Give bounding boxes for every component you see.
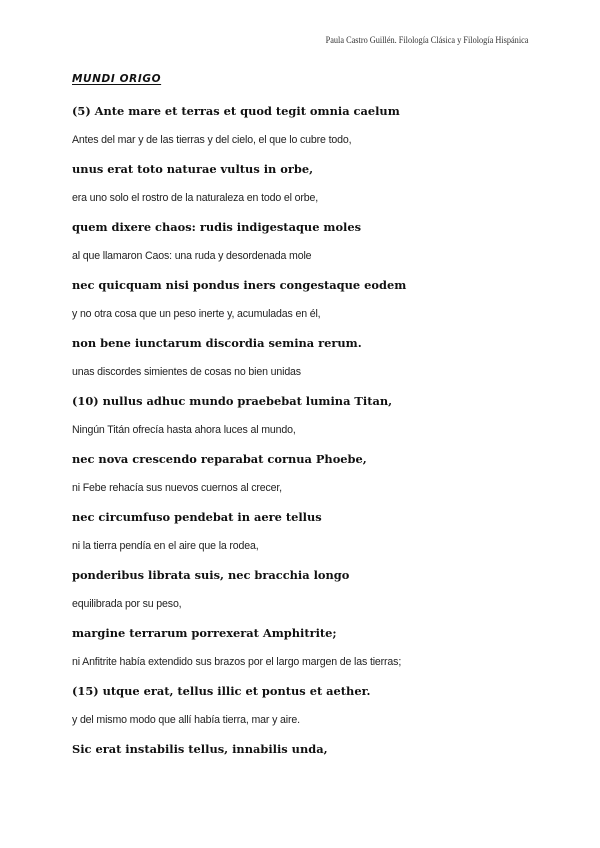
spanish-translation: al que llamaron Caos: una ruda y desordenada mole	[72, 249, 312, 262]
latin-verse: nec circumfuso pendebat in aere tellus	[72, 509, 322, 524]
latin-verse: quem dixere chaos: rudis indigestaque moles	[72, 219, 362, 234]
latin-verse: margine terrarum porrexerat Amphitrite;	[72, 625, 337, 640]
spanish-translation: ni Febe rehacía sus nuevos cuernos al crecer,	[72, 481, 282, 494]
page-header: Paula Castro Guillén. Filología Clásica y Filología Hispánica	[325, 35, 528, 45]
spanish-translation: Antes del mar y de las tierras y del cielo, el que lo cubre todo,	[72, 133, 352, 146]
latin-verse: unus erat toto naturae vultus in orbe,	[72, 161, 314, 176]
spanish-translation: ni Anfitrite había extendido sus brazos por el largo margen de las tierras;	[72, 655, 402, 668]
latin-verse: ponderibus librata suis, nec bracchia longo	[72, 567, 350, 582]
latin-verse: (5) Ante mare et terras et quod tegit omnia caelum	[72, 103, 400, 118]
document-title: MUNDI ORIGO	[72, 73, 162, 85]
latin-verse: nec quicquam nisi pondus iners congestaque eodem	[72, 277, 407, 292]
spanish-translation: ni la tierra pendía en el aire que la rodea,	[72, 539, 259, 552]
spanish-translation: era uno solo el rostro de la naturaleza en todo el orbe,	[72, 191, 319, 204]
latin-verse: (15) utque erat, tellus illic et pontus et aether.	[72, 683, 371, 698]
latin-verse: nec nova crescendo reparabat cornua Phoebe,	[72, 451, 367, 466]
spanish-translation: equilibrada por su peso,	[72, 597, 182, 610]
spanish-translation: y no otra cosa que un peso inerte y, acumuladas en él,	[72, 307, 321, 320]
verse-list	[72, 96, 542, 763]
spanish-translation: Ningún Titán ofrecía hasta ahora luces al mundo,	[72, 423, 296, 436]
spanish-translation: unas discordes simientes de cosas no bien unidas	[72, 365, 301, 378]
latin-verse: non bene iunctarum discordia semina rerum.	[72, 335, 362, 350]
spanish-translation: y del mismo modo que allí había tierra, mar y aire.	[72, 713, 300, 726]
latin-verse-last: Sic erat instabilis tellus, innabilis unda,	[72, 741, 328, 756]
latin-verse: (10) nullus adhuc mundo praebebat lumina Titan,	[72, 393, 393, 408]
